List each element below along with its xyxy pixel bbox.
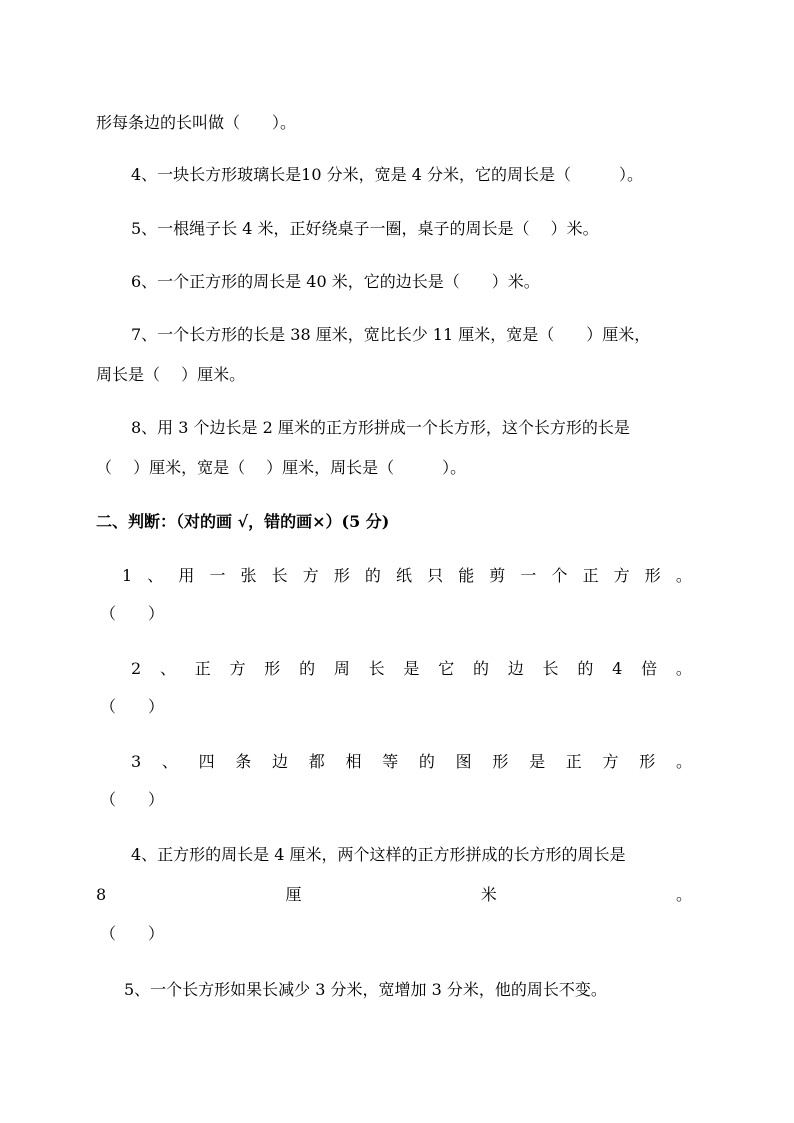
q1-char: 的 xyxy=(364,566,381,585)
judge-4-answer-paren: （ ） xyxy=(100,924,165,943)
judge-question-4-line1: 4、正方形的周长是 4 厘米，两个这样的正方形拼成的长方形的周长是 xyxy=(131,845,626,864)
q1-char: 能 xyxy=(458,566,475,585)
fill-question-8-line1: 8、用 3 个边长是 2 厘米的正方形拼成一个长方形，这个长方形的长是 xyxy=(131,418,630,437)
q1-char: 方 xyxy=(613,566,630,585)
q1-char: 纸 xyxy=(396,566,413,585)
q1-char: 用 xyxy=(178,566,195,585)
fill-question-7-line1: 7、一个长方形的长是 38 厘米，宽比长少 11 厘米，宽是（ ）厘米， xyxy=(131,325,651,344)
q2-char: 形 xyxy=(264,659,281,678)
q1-char: 形 xyxy=(644,566,661,585)
q1-char: 正 xyxy=(582,566,599,585)
q2-char: 的 xyxy=(472,659,489,678)
q1-char: 、 xyxy=(147,566,164,585)
q1-char: 长 xyxy=(271,566,288,585)
q1-char: 剪 xyxy=(489,566,506,585)
q3-char: 的 xyxy=(418,752,435,771)
q3-char: 方 xyxy=(602,752,619,771)
q2-char: 正 xyxy=(194,659,211,678)
q3-char: 等 xyxy=(382,752,399,771)
q3-char: 正 xyxy=(565,752,582,771)
judge-1-answer-paren: （ ） xyxy=(100,604,165,623)
q2-char: 、 xyxy=(159,659,176,678)
q2-char: 倍 xyxy=(641,659,658,678)
q2-char: 。 xyxy=(675,659,692,678)
fill-question-8-line2: （ ）厘米，宽是（ ）厘米，周长是（ ）。 xyxy=(96,458,467,477)
judge-2-answer-paren: （ ） xyxy=(100,697,165,716)
fill-question-6: 6、一个正方形的周长是 40 米，它的边长是（ ）米。 xyxy=(131,272,540,291)
q3-char: 相 xyxy=(345,752,362,771)
q2-char: 是 xyxy=(403,659,420,678)
q1-char: 形 xyxy=(333,566,350,585)
q3-char: 图 xyxy=(455,752,472,771)
judge-question-2 xyxy=(131,659,692,679)
q1-char: 一 xyxy=(520,566,537,585)
q3-char: 边 xyxy=(272,752,289,771)
q4-char: 8 xyxy=(96,885,107,904)
q3-char: 都 xyxy=(308,752,325,771)
q4-char: 。 xyxy=(675,885,692,904)
q1-char: 。 xyxy=(675,566,692,585)
q1-char: 1 xyxy=(122,566,133,585)
q3-char: 是 xyxy=(529,752,546,771)
q2-char: 边 xyxy=(507,659,524,678)
q1-char: 一 xyxy=(209,566,226,585)
q3-char: 四 xyxy=(198,752,215,771)
q3-char: 。 xyxy=(675,752,692,771)
fill-question-5: 5、一根绳子长 4 米，正好绕桌子一圈，桌子的周长是（ ）米。 xyxy=(131,219,599,238)
q3-char: 、 xyxy=(161,752,178,771)
q2-char: 周 xyxy=(333,659,350,678)
q4-char: 米 xyxy=(480,885,497,904)
fill-question-4: 4、一块长方形玻璃长是10 分米，宽是 4 分米，它的周长是（ ）。 xyxy=(131,165,643,184)
section-heading-judge: 二、判断：（对的画 √，错的画×）(5 分) xyxy=(96,512,390,531)
q3-char: 形 xyxy=(639,752,656,771)
judge-question-1 xyxy=(122,566,692,586)
q2-char: 长 xyxy=(368,659,385,678)
q3-char: 3 xyxy=(131,752,142,771)
q2-char: 2 xyxy=(131,659,142,678)
q1-char: 个 xyxy=(551,566,568,585)
q3-char: 条 xyxy=(235,752,252,771)
q1-char: 方 xyxy=(302,566,319,585)
q2-char: 方 xyxy=(229,659,246,678)
fill-continuation: 形每条边的长叫做（ ）。 xyxy=(96,113,297,132)
judge-3-answer-paren: （ ） xyxy=(100,790,165,809)
judge-question-4-line2 xyxy=(96,885,692,905)
q1-char: 张 xyxy=(240,566,257,585)
q1-char: 只 xyxy=(427,566,444,585)
judge-question-3 xyxy=(131,752,692,772)
q2-char: 长 xyxy=(542,659,559,678)
q2-char: 4 xyxy=(612,659,623,678)
q3-char: 形 xyxy=(492,752,509,771)
q2-char: 它 xyxy=(438,659,455,678)
q2-char: 的 xyxy=(299,659,316,678)
q4-char: 厘 xyxy=(285,885,302,904)
judge-question-5: 5、一个长方形如果长减少 3 分米，宽增加 3 分米，他的周长不变。 xyxy=(124,980,607,999)
fill-question-7-line2: 周长是（ ）厘米。 xyxy=(96,365,246,384)
q2-char: 的 xyxy=(577,659,594,678)
